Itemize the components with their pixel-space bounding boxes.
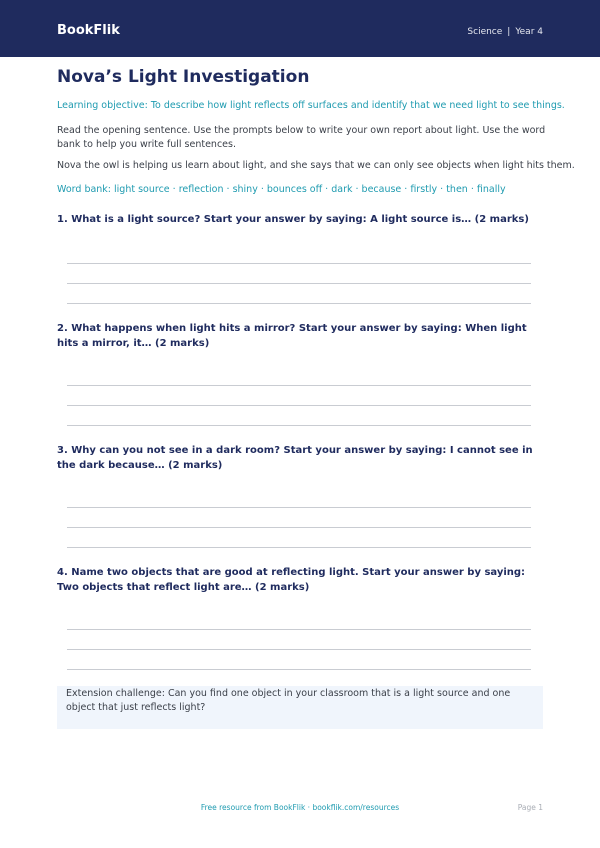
answer-line[interactable] [67,527,531,528]
worksheet-title: Nova’s Light Investigation [57,67,310,87]
brand-logo[interactable]: BookFlik [57,23,120,38]
instructions-text: Read the opening sentence. Use the prompts below to write your own report about light. Use the word bank to help you write full sentences. [57,125,546,150]
answer-line[interactable] [67,263,531,264]
answer-line[interactable] [67,425,531,426]
header-bar [0,0,600,57]
question-3: 3. Why can you not see in a dark room? Start your answer by saying: I cannot see in the dark because… (2 marks) [57,445,533,471]
answer-line[interactable] [67,629,531,630]
page-number: Page 1 [517,803,543,812]
answer-line[interactable] [67,405,531,406]
context-text: Nova the owl is helping us learn about light, and she says that we can only see objects when light hits them. [57,160,575,171]
subject-label: Science [467,27,503,37]
question-4: 4. Name two objects that are good at reflecting light. Start your answer by saying: Two objects that reflect light are… (2 marks) [57,567,526,593]
answer-line[interactable] [67,303,531,304]
year-label: Year 4 [515,27,543,37]
footer-resource-link[interactable]: Free resource from BookFlik · bookflik.com/resources [200,803,400,812]
answer-line[interactable] [67,385,531,386]
extension-challenge-box [57,686,543,729]
extension-challenge-text: Extension challenge: Can you find one object in your classroom that is a light source and one object that just reflects light? [66,688,511,713]
answer-line[interactable] [67,547,531,548]
word-bank: Word bank: light source · reflection · shiny · bounces off · dark · because · firstly · then · finally [57,184,506,195]
answer-line[interactable] [67,649,531,650]
answer-line[interactable] [67,669,531,670]
question-2: 2. What happens when light hits a mirror? Start your answer by saying: When light hits a mirror, it… (2 marks) [57,323,527,349]
separator: | [507,27,511,37]
subject-year-label [467,27,543,37]
question-1: 1. What is a light source? Start your answer by saying: A light source is… (2 marks) [57,214,529,225]
answer-line[interactable] [67,283,531,284]
learning-objective: Learning objective: To describe how light reflects off surfaces and identify that we need light to see things. [57,100,565,111]
answer-line[interactable] [67,507,531,508]
